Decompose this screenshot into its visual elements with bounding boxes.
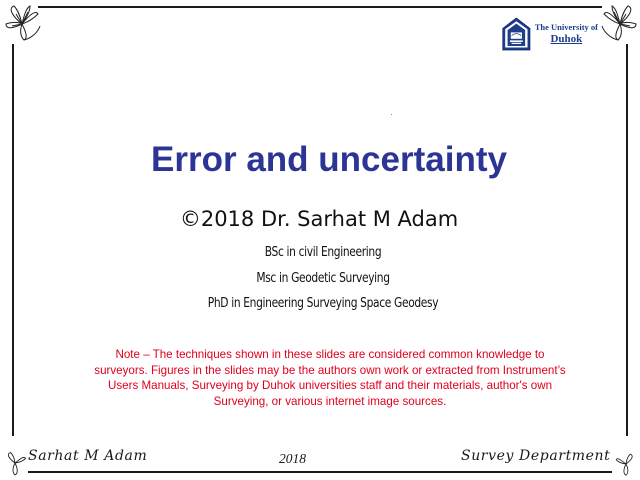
credential-phd: PhD in Engineering Surveying Space Geodesy	[207, 295, 439, 311]
frame-right-line	[626, 44, 628, 436]
lily-flower-icon	[0, 448, 30, 478]
credential-bsc: BSc in civil Engineering	[264, 244, 382, 260]
university-logo-text	[535, 23, 598, 45]
university-emblem-icon	[502, 13, 531, 55]
university-logo	[502, 12, 598, 56]
lily-flower-icon	[2, 2, 42, 42]
author-line: ©2018 Dr. Sarhat M Adam	[179, 207, 459, 231]
logo-line-1: The University of	[534, 21, 598, 32]
footer-year: 2018	[279, 451, 306, 466]
frame-bottom-line	[28, 471, 612, 473]
logo-line-2: Duhok	[550, 32, 583, 45]
frame-top-line	[38, 6, 602, 8]
disclaimer-note: Note – The techniques shown in these slides are considered common knowledge to surveyors. Figures in the slides may be the authors own work or extracted from Instrument’s Users Manuals, Surveying by Duhok universities staff and their materials, author's own Surveying, or various internet image sources.	[94, 348, 566, 408]
footer-author: Sarhat M Adam	[28, 448, 148, 464]
lily-flower-icon	[600, 2, 640, 42]
frame-left-line	[12, 44, 14, 436]
credential-msc: Msc in Geodetic Surveying	[256, 270, 390, 286]
lily-flower-icon	[612, 450, 640, 478]
slide-title: Error and uncertainty	[151, 140, 507, 179]
footer-department: Survey Department	[461, 448, 611, 464]
stray-dot	[391, 114, 392, 115]
